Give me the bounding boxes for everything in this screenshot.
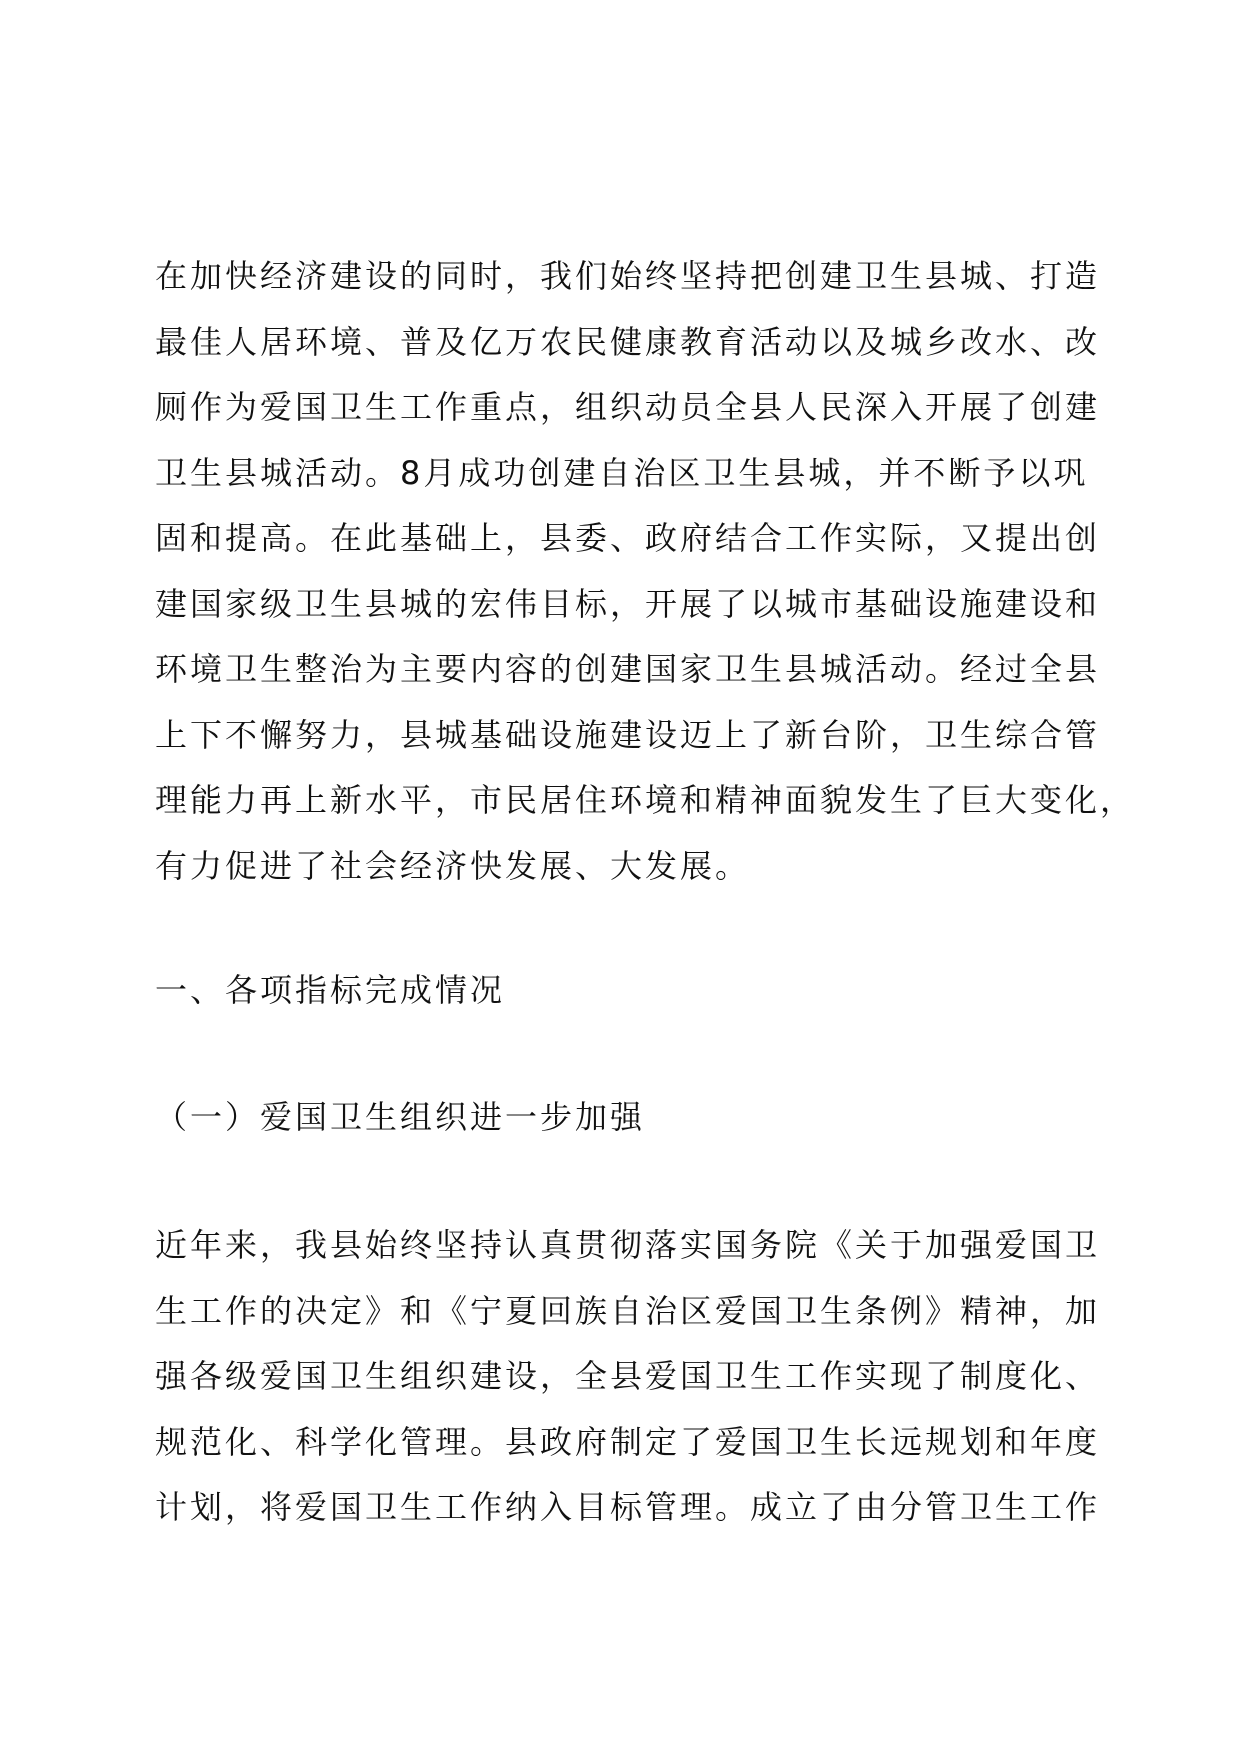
text-line: 强各级爱国卫生组织建设，全县爱国卫生工作实现了制度化、 xyxy=(155,1357,1101,1395)
text-line: 规范化、科学化管理。县政府制定了爱国卫生长远规划和年度 xyxy=(155,1422,1101,1461)
text-line: 有力促进了社会经济快发展、大发展。 xyxy=(155,846,751,885)
text-line: 近年来，我县始终坚持认真贯彻落实国务院《关于加强爱国卫 xyxy=(155,1226,1101,1264)
text-line: 在加快经济建设的同时，我们始终坚持把创建卫生县城、打造 xyxy=(155,257,1101,295)
text-line: 上下不懈努力，县城基础设施建设迈上了新台阶，卫生综合管 xyxy=(155,715,1101,754)
text-line: 卫生县城活动。8月成功创建自治区卫生县城，并不断予以巩 xyxy=(155,453,1089,492)
section-heading xyxy=(155,958,1095,1024)
text-line: 生工作的决定》和《宁夏回族自治区爱国卫生条例》精神，加 xyxy=(155,1291,1101,1330)
text-line: 环境卫生整治为主要内容的创建国家卫生县城活动。经过全县 xyxy=(155,650,1101,688)
paragraph-1 xyxy=(155,244,1136,899)
paragraph-2 xyxy=(155,1213,1101,1541)
text-line: 理能力再上新水平，市民居住环境和精神面貌发生了巨大变化， xyxy=(155,781,1136,819)
text-line: 厕作为爱国卫生工作重点，组织动员全县人民深入开展了创建 xyxy=(155,388,1101,426)
heading-text: （一）爱国卫生组织进一步加强 xyxy=(155,1098,646,1136)
text-line: 固和提高。在此基础上，县委、政府结合工作实际，又提出创 xyxy=(155,519,1101,557)
text-line: 最佳人居环境、普及亿万农民健康教育活动以及城乡改水、改 xyxy=(155,322,1101,361)
subsection-heading xyxy=(155,1085,1095,1151)
heading-text: 一、各项指标完成情况 xyxy=(155,971,506,1009)
text-line: 建国家级卫生县城的宏伟目标，开展了以城市基础设施建设和 xyxy=(155,584,1101,623)
text-line: 计划，将爱国卫生工作纳入目标管理。成立了由分管卫生工作 xyxy=(155,1488,1101,1526)
